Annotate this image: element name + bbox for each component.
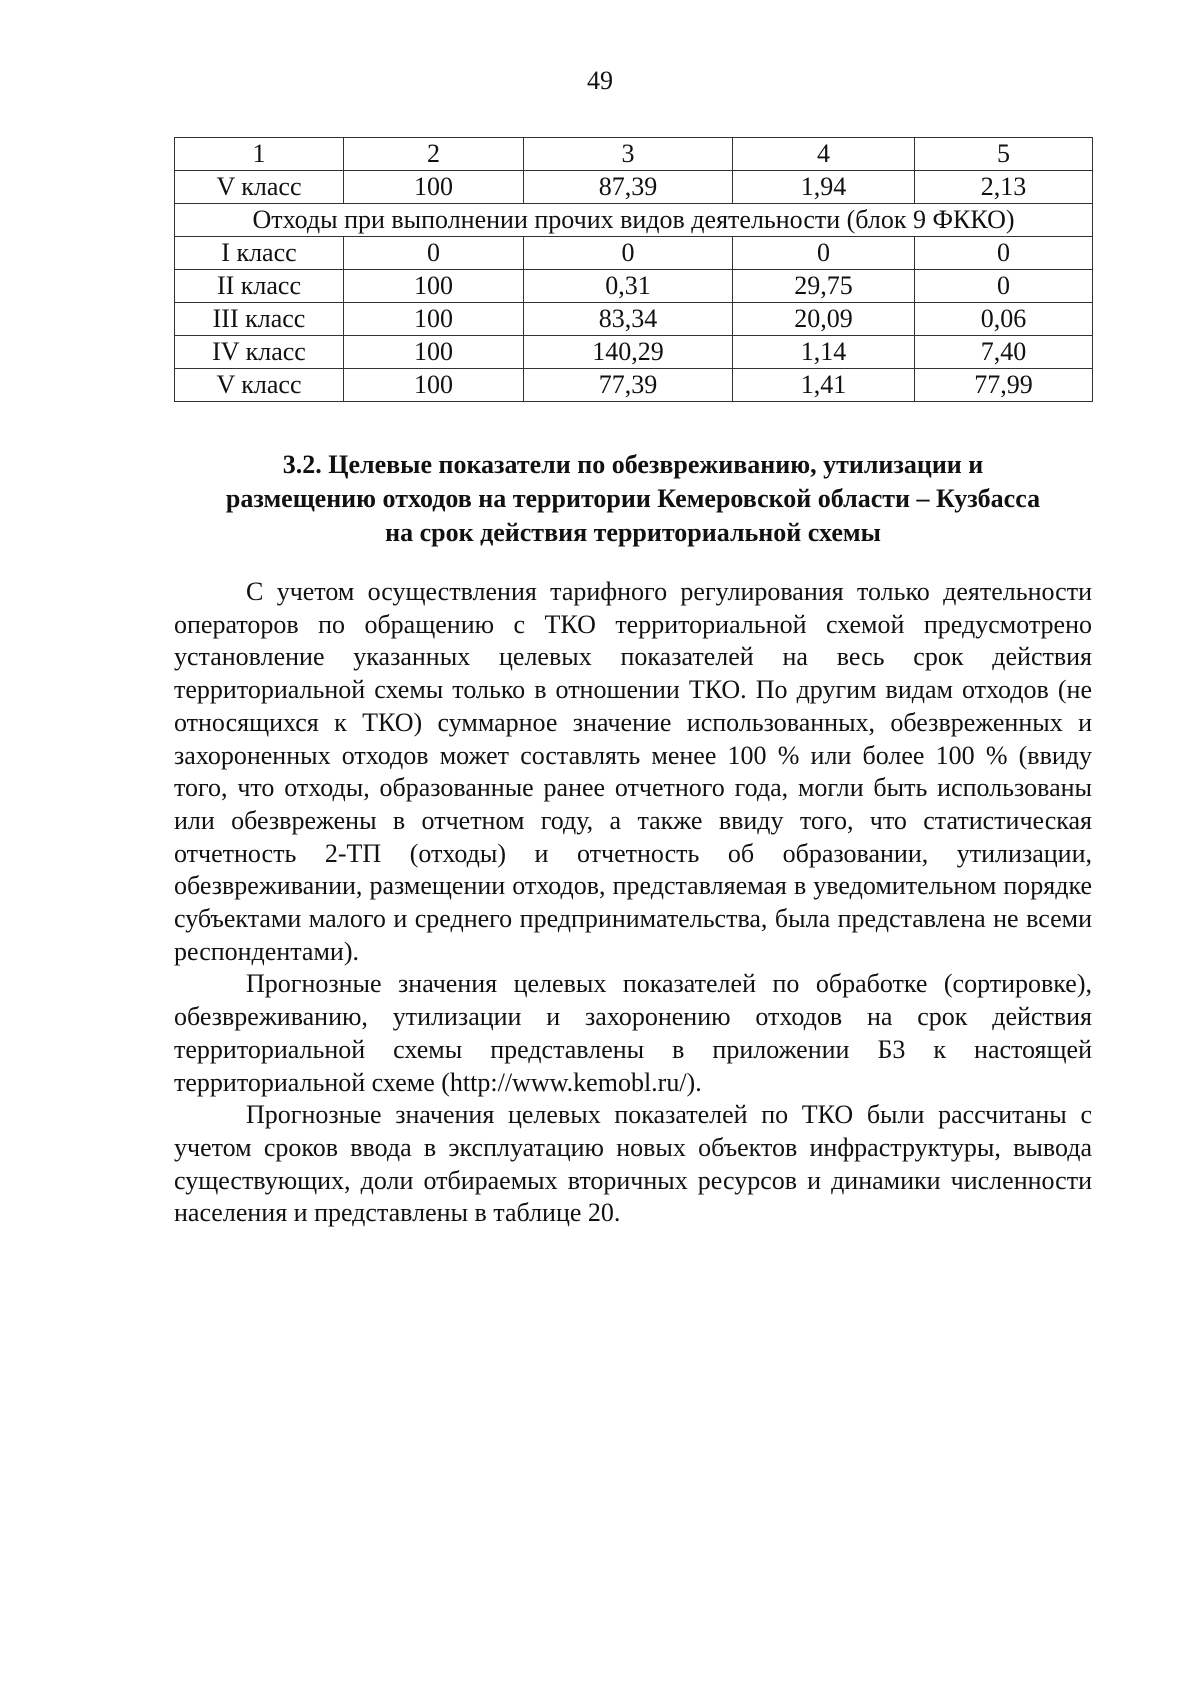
page-number: 49	[587, 66, 613, 95]
table-cell: 0,31	[524, 270, 733, 303]
table-row	[175, 237, 1093, 270]
table-row	[175, 336, 1093, 369]
table-row	[175, 369, 1093, 402]
table-cell: 0,06	[915, 303, 1093, 336]
table-row	[175, 171, 1093, 204]
table-header-cell: 5	[915, 138, 1093, 171]
table-header-cell: 1	[175, 138, 344, 171]
table-cell: V класс	[175, 369, 344, 402]
section-heading	[174, 448, 1092, 550]
waste-table	[174, 137, 1093, 402]
body-text	[174, 576, 1092, 1230]
section-heading-line: 3.2. Целевые показатели по обезвреживанию, утилизации и	[282, 450, 984, 479]
body-paragraph: Прогнозные значения целевых показателей по ТКО были рассчитаны с учетом сроков ввода в эксплуатацию новых объектов инфраструктуры, вывода существующих, доли отбираемых вторичных ресурсов и динамики численности населения и представлены в таблице 20.	[174, 1100, 1092, 1228]
table-cell: 29,75	[733, 270, 915, 303]
table-cell: 7,40	[915, 336, 1093, 369]
table-cell: 1,14	[733, 336, 915, 369]
table-cell: 83,34	[524, 303, 733, 336]
table-cell: 77,39	[524, 369, 733, 402]
table-cell: III класс	[175, 303, 344, 336]
table-cell: 0	[733, 237, 915, 270]
table-cell: IV класс	[175, 336, 344, 369]
table-cell: 87,39	[524, 171, 733, 204]
table-cell: 2,13	[915, 171, 1093, 204]
table-cell: 1,41	[733, 369, 915, 402]
table-cell: 100	[344, 270, 524, 303]
table-row	[175, 303, 1093, 336]
table-cell: II класс	[175, 270, 344, 303]
body-paragraph: С учетом осуществления тарифного регулирования только деятельности операторов по обращению с ТКО территориальной схемой предусмотрено установление указанных целевых показателей на весь срок действия территориальной схемы только в отношении ТКО. По другим видам отходов (не относящихся к ТКО) суммарное значение использованных, обезвреженных и захороненных отходов может составлять менее 100 % или более 100 % (ввиду того, что отходы, образованные ранее отчетного года, могли быть использованы или обезврежены в отчетном году, а также ввиду того, что статистическая отчетность 2-ТП (отходы) и отчетность об образовании, утилизации, обезвреживании, размещении отходов, представляемая в уведомительном порядке субъектами малого и среднего предпринимательства, была представлена не всеми респондентами).	[174, 577, 1092, 966]
table-cell: 0	[915, 237, 1093, 270]
table-cell: 0	[344, 237, 524, 270]
table-cell: 100	[344, 336, 524, 369]
table-header-cell: 4	[733, 138, 915, 171]
table-cell: 140,29	[524, 336, 733, 369]
table-cell: 1,94	[733, 171, 915, 204]
table-cell: 20,09	[733, 303, 915, 336]
table-header-row	[175, 138, 1093, 171]
table-cell: V класс	[175, 171, 344, 204]
body-paragraph: Прогнозные значения целевых показателей по обработке (сортировке), обезвреживанию, утилизации и захоронению отходов на срок действия территориальной схемы представлены в приложении Б3 к настоящей территориальной схеме (http://www.kemobl.ru/).	[174, 969, 1092, 1097]
table-cell: 100	[344, 171, 524, 204]
table-cell: 0	[915, 270, 1093, 303]
table-cell: 100	[344, 303, 524, 336]
table-block-title: Отходы при выполнении прочих видов деятельности (блок 9 ФККО)	[175, 204, 1093, 237]
section-heading-line: на срок действия территориальной схемы	[385, 518, 881, 547]
table-row	[175, 270, 1093, 303]
table-cell: I класс	[175, 237, 344, 270]
table-block-title-row	[175, 204, 1093, 237]
table-cell: 77,99	[915, 369, 1093, 402]
table-cell: 0	[524, 237, 733, 270]
table-cell: 100	[344, 369, 524, 402]
table-header-cell: 2	[344, 138, 524, 171]
table-header-cell: 3	[524, 138, 733, 171]
section-heading-line: размещению отходов на территории Кемеровской области – Кузбасса	[225, 484, 1041, 513]
